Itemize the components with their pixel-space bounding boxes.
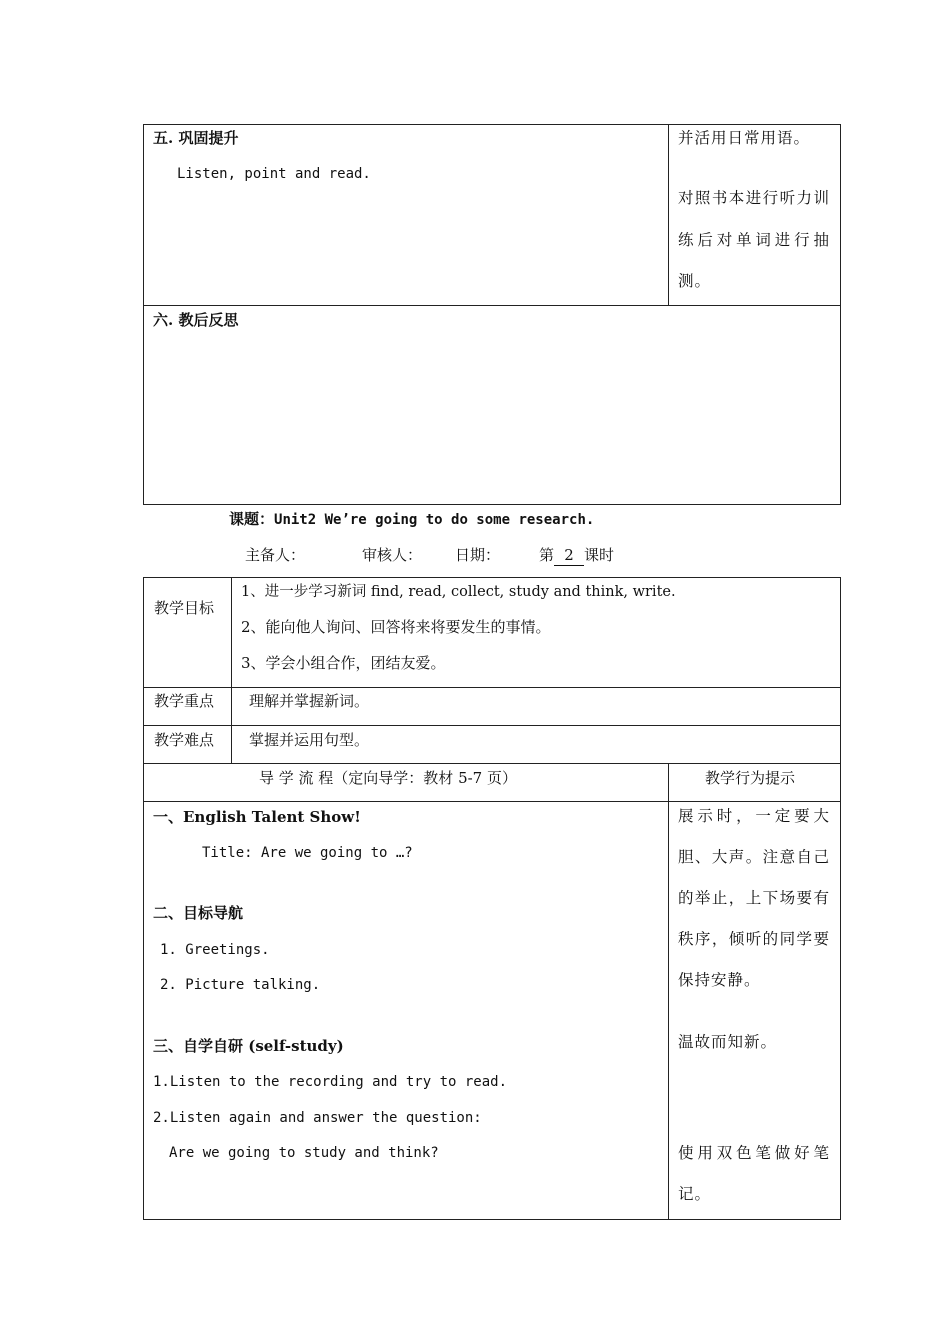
section5-heading: 五. 巩固提升 xyxy=(153,129,239,147)
section5-body: Listen, point and read. xyxy=(177,166,371,182)
lesson-title-label: 课题： xyxy=(229,510,275,528)
flow-section3-item-2: 2.Listen again and answer the question: xyxy=(153,1110,482,1126)
lesson-title xyxy=(229,509,594,530)
flow-section1-title: Title: Are we going to …? xyxy=(202,845,413,861)
difficulties-label: 教学难点 xyxy=(154,731,215,749)
key-points-text: 理解并掌握新词。 xyxy=(249,692,370,710)
section5-note-2: 对照书本进行听力训 xyxy=(678,189,830,207)
flow-section3-heading: 三、自学自研 (self-study) xyxy=(153,1037,344,1055)
section5-note-4: 测。 xyxy=(678,272,712,290)
table2-flow-divider xyxy=(668,763,669,1220)
period-info xyxy=(539,545,614,566)
hint-line-7: 使用双色笔做好笔 xyxy=(678,1144,830,1162)
objectives-label: 教学目标 xyxy=(154,599,215,617)
section5-note-3: 练后对单词进行抽 xyxy=(678,231,830,249)
hint-line-8: 记。 xyxy=(678,1185,712,1203)
flow-section3-question: Are we going to study and think? xyxy=(169,1145,439,1161)
objective-1: 1、进一步学习新词 find, read, collect, study and think, write. xyxy=(241,584,676,600)
objective-3: 3、学会小组合作，团结友爱。 xyxy=(241,654,446,672)
hint-line-3: 的举止，上下场要有 xyxy=(678,889,830,907)
table1-column-divider xyxy=(668,124,669,306)
reviewer-label: 审核人： xyxy=(362,546,423,564)
hint-line-6: 温故而知新。 xyxy=(678,1033,778,1051)
period-suffix: 课时 xyxy=(584,546,615,564)
hint-line-1: 展示时，一定要大 xyxy=(678,807,830,825)
period-number: 2 xyxy=(554,545,584,566)
hints-header: 教学行为提示 xyxy=(705,769,796,787)
hint-line-2: 胆、大声。注意自己 xyxy=(678,848,830,866)
flow-section2-heading: 二、目标导航 xyxy=(153,904,244,922)
table2-row-divider-4 xyxy=(143,801,841,802)
date-label: 日期： xyxy=(455,546,501,564)
flow-section1-heading-text: 一、English Talent Show! xyxy=(153,808,361,826)
table2-label-divider xyxy=(231,577,232,764)
key-points-label: 教学重点 xyxy=(154,692,215,710)
flow-section2-item-2: 2. Picture talking. xyxy=(160,977,321,993)
table2-row-divider-3 xyxy=(143,763,841,764)
section5-note-1: 并活用日常用语。 xyxy=(678,129,811,147)
hint-line-4: 秩序，倾听的同学要 xyxy=(678,930,830,948)
flow-section2-item-1: 1. Greetings. xyxy=(160,942,270,958)
flow-section1-heading xyxy=(153,807,361,827)
difficulties-text: 掌握并运用句型。 xyxy=(249,731,370,749)
flow-section3-item-1: 1.Listen to the recording and try to read. xyxy=(153,1074,508,1090)
flow-header: 导 学 流 程（定向导学：教材 5-7 页） xyxy=(259,769,517,787)
section6-heading: 六. 教后反思 xyxy=(153,311,239,329)
objective-2: 2、能向他人询问、回答将来将要发生的事情。 xyxy=(241,618,551,636)
table1-row-divider xyxy=(143,305,841,306)
lesson-title-text: Unit2 We’re going to do some research. xyxy=(274,512,595,528)
period-prefix: 第 xyxy=(539,546,555,564)
hint-line-5: 保持安静。 xyxy=(678,971,761,989)
table2-row-divider-2 xyxy=(143,725,841,726)
table2-row-divider-1 xyxy=(143,687,841,688)
preparer-label: 主备人： xyxy=(245,546,306,564)
